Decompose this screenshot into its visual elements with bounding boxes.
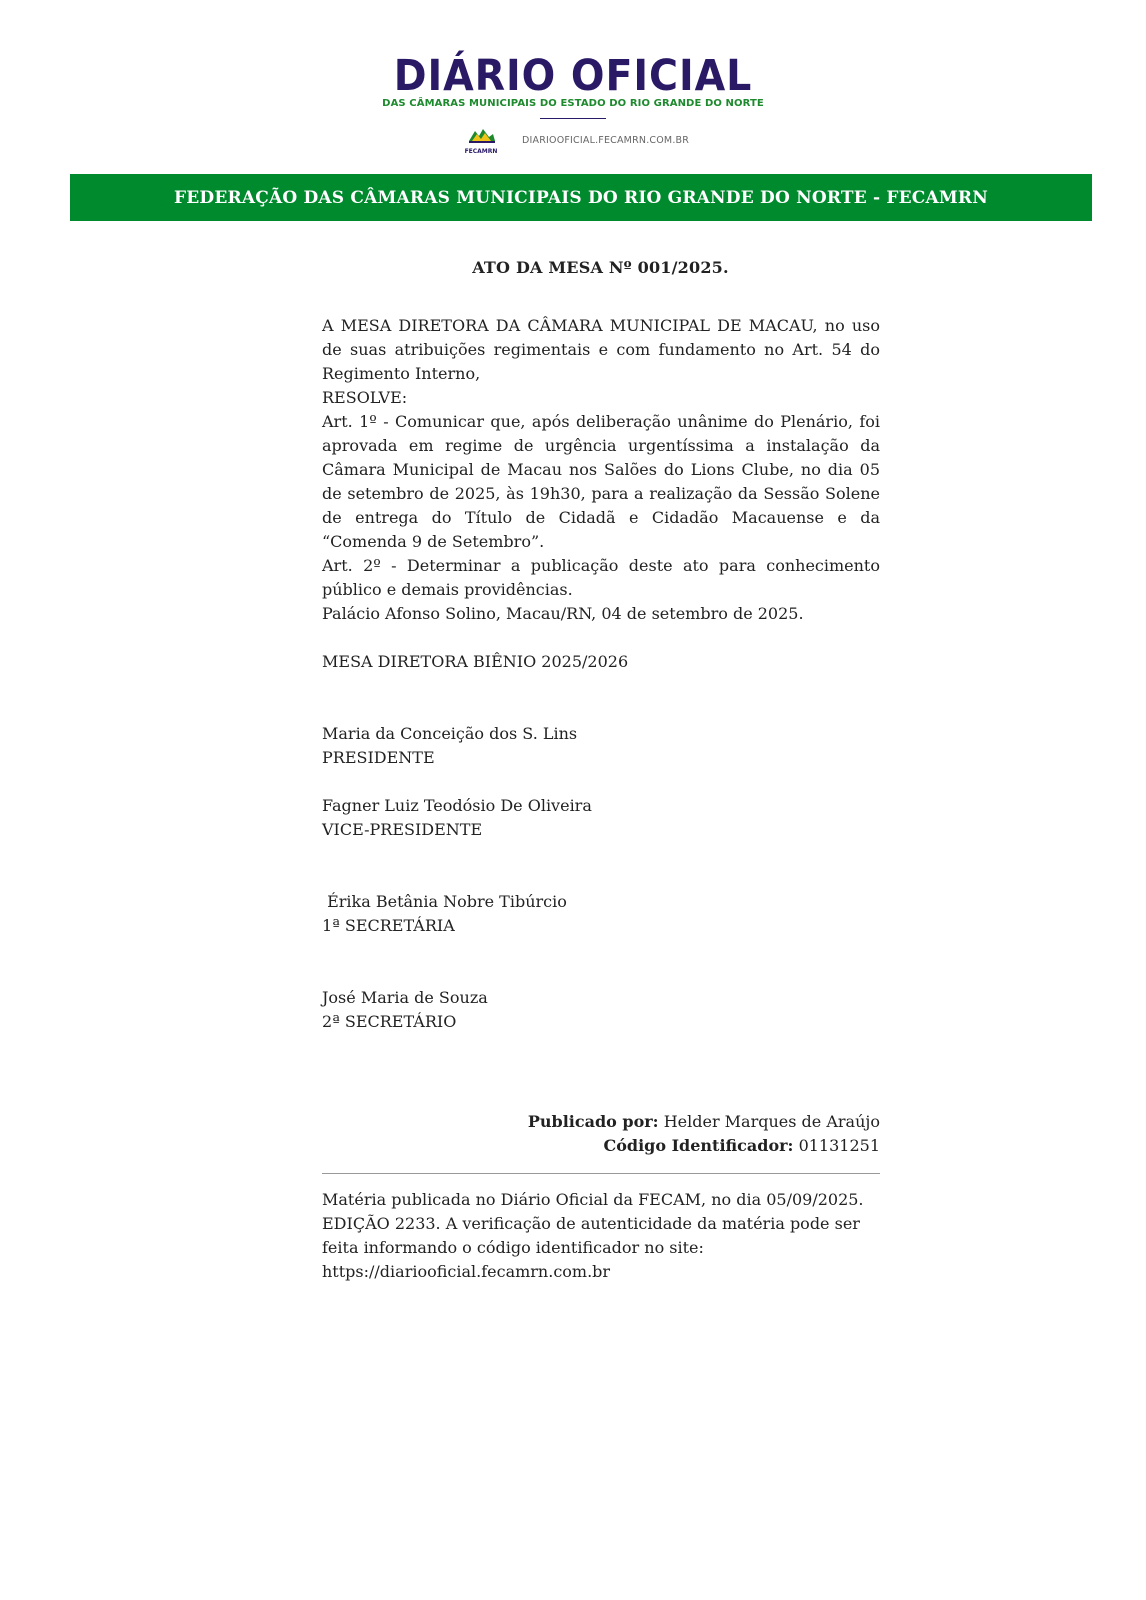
identifier-code-label: Código Identificador: <box>603 1136 794 1155</box>
publication-info <box>322 1110 880 1158</box>
signature-block <box>322 794 880 842</box>
signatory-name: José Maria de Souza <box>322 988 488 1007</box>
federation-banner <box>70 174 1092 221</box>
footer-line: Matéria publicada no Diário Oficial da FECAM, no dia 05/09/2025. <box>322 1190 864 1209</box>
signature-block <box>322 722 880 770</box>
identifier-code-value: 01131251 <box>798 1136 880 1155</box>
footer-divider <box>322 1173 880 1174</box>
act-title: ATO DA MESA Nº 001/2025. <box>472 258 729 277</box>
federation-banner-text: FEDERAÇÃO DAS CÂMARAS MUNICIPAIS DO RIO GRANDE DO NORTE - FECAMRN <box>173 187 988 208</box>
signature-block <box>322 986 880 1034</box>
signatory-role: PRESIDENTE <box>322 748 435 767</box>
published-by-line <box>322 1110 880 1134</box>
masthead-site-url[interactable]: DIARIOOFICIAL.FECAMRN.COM.BR <box>522 134 690 146</box>
act-preamble: A MESA DIRETORA DA CÂMARA MUNICIPAL DE MACAU, no uso de suas atribuições regimentais e com fundamento no Art. 54 do Regimento Interno, <box>322 316 880 383</box>
fecamrn-logo-icon <box>463 125 499 147</box>
masthead-title: DIÁRIO OFICIAL <box>393 51 753 101</box>
act-board: MESA DIRETORA BIÊNIO 2025/2026 <box>322 652 629 671</box>
act-place-date: Palácio Afonso Solino, Macau/RN, 04 de setembro de 2025. <box>322 604 804 623</box>
published-by-value: Helder Marques de Araújo <box>663 1112 880 1131</box>
masthead-divider <box>540 118 606 119</box>
act-article-1: Art. 1º - Comunicar que, após deliberação unânime do Plenário, foi aprovada em regime de urgência urgentíssima a instalação da Câmara Municipal de Macau nos Salões do Lions Clube, no dia 05 de setembro de 2025, às 19h30, para a realização da Sessão Solene de entrega do Título de Cidadã e Cidadão Macauense e da “Comenda 9 de Setembro”. <box>322 412 880 551</box>
published-by-label: Publicado por: <box>527 1112 659 1131</box>
footer-site-link[interactable]: https://diariooficial.fecamrn.com.br <box>322 1262 611 1281</box>
masthead-subtitle: DAS CÂMARAS MUNICIPAIS DO ESTADO DO RIO GRANDE DO NORTE <box>382 98 764 109</box>
masthead <box>0 52 1146 119</box>
act-body <box>322 314 880 1034</box>
signatory-role: VICE-PRESIDENTE <box>322 820 483 839</box>
fecamrn-logo <box>463 125 499 155</box>
footer-line: EDIÇÃO 2233. A verificação de autenticidade da matéria pode ser <box>322 1214 860 1233</box>
identifier-code-line <box>322 1134 880 1158</box>
signatory-role: 1ª SECRETÁRIA <box>322 916 455 935</box>
act-resolve: RESOLVE: <box>322 388 408 407</box>
signatory-name: Érika Betânia Nobre Tibúrcio <box>322 892 567 911</box>
footer-line: feita informando o código identificador no site: <box>322 1238 704 1257</box>
signatory-name: Maria da Conceição dos S. Lins <box>322 724 578 743</box>
fecamrn-logo-text: FECAMRN <box>464 148 498 155</box>
signatory-role: 2ª SECRETÁRIO <box>322 1012 457 1031</box>
signatory-name: Fagner Luiz Teodósio De Oliveira <box>322 796 592 815</box>
masthead-logo-row <box>463 125 689 155</box>
act-article-2: Art. 2º - Determinar a publicação deste ato para conhecimento público e demais providências. <box>322 556 880 599</box>
footer-note <box>322 1188 880 1284</box>
signature-block <box>322 890 880 938</box>
